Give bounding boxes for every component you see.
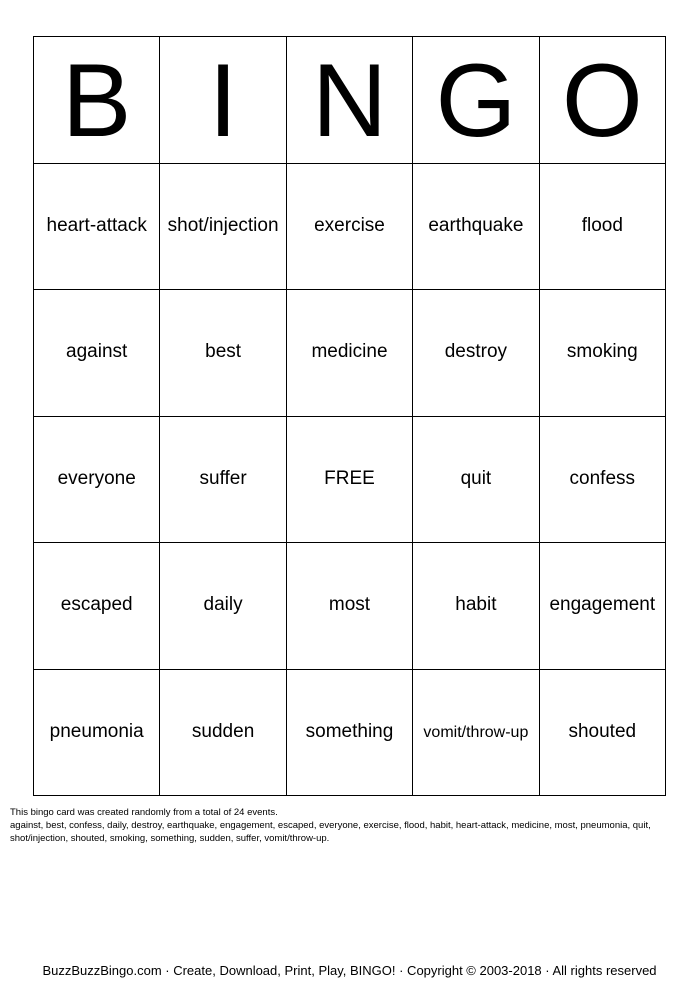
header-letter-b: B [34, 37, 160, 164]
bingo-cell: against [34, 290, 160, 417]
note-summary: This bingo card was created randomly from a total of 24 events. [10, 807, 278, 818]
bingo-cell: destroy [413, 290, 539, 417]
bingo-cell: vomit/throw-up [413, 670, 539, 797]
bingo-cell: everyone [34, 417, 160, 544]
bingo-cell: quit [413, 417, 539, 544]
bingo-cell: flood [540, 164, 666, 291]
header-letter-o: O [540, 37, 666, 164]
bingo-cell: shot/injection [160, 164, 286, 291]
bingo-cell: escaped [34, 543, 160, 670]
header-letter-g: G [413, 37, 539, 164]
bingo-cell: engagement [540, 543, 666, 670]
bingo-cell: earthquake [413, 164, 539, 291]
bingo-cell: pneumonia [34, 670, 160, 797]
bingo-cell: smoking [540, 290, 666, 417]
bingo-cell: habit [413, 543, 539, 670]
bingo-cell: most [287, 543, 413, 670]
header-letter-i: I [160, 37, 286, 164]
bingo-cell: heart-attack [34, 164, 160, 291]
bingo-cell: something [287, 670, 413, 797]
bingo-cell: daily [160, 543, 286, 670]
bingo-cell: suffer [160, 417, 286, 544]
bingo-cell: exercise [287, 164, 413, 291]
bingo-cell: sudden [160, 670, 286, 797]
bingo-cell: confess [540, 417, 666, 544]
bingo-cell: shouted [540, 670, 666, 797]
free-space-cell: FREE [287, 417, 413, 544]
bingo-cell: best [160, 290, 286, 417]
word-list-note [10, 806, 690, 845]
bingo-card [33, 36, 666, 796]
bingo-cell: medicine [287, 290, 413, 417]
header-letter-n: N [287, 37, 413, 164]
note-word-list: against, best, confess, daily, destroy, earthquake, engagement, escaped, everyone, exercise, flood, habit, heart-attack, medicine, most, pneumonia, quit, shot/injection, shouted, smoking, something, sudden, suffer, vomit/throw-up. [10, 820, 651, 844]
footer-copyright: BuzzBuzzBingo.com · Create, Download, Print, Play, BINGO! · Copyright © 2003-2018 · All rights reserved [42, 963, 657, 978]
